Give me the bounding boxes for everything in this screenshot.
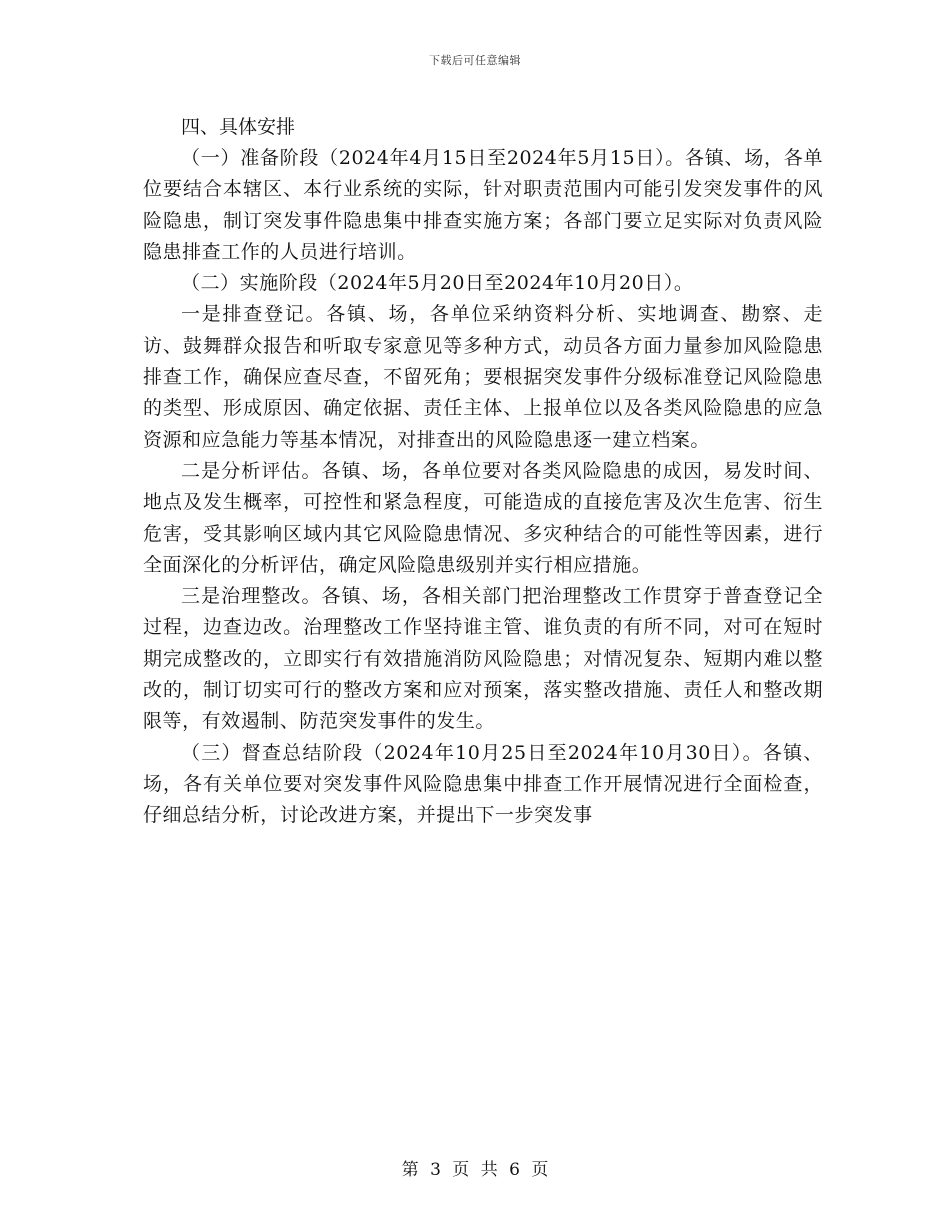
section-title: 四、具体安排 bbox=[181, 116, 296, 138]
paragraph-summary-stage: （三）督查总结阶段（2024年10月25日至2024年10月30日）。各镇、场，各有关单位要对突发事件风险隐患集中排查工作开展情况进行全面检查，仔细总结分析，讨论改进方案，并提出下一步突发事 bbox=[143, 741, 823, 827]
document-body bbox=[143, 112, 823, 832]
paragraph-implementation-stage: （二）实施阶段（2024年5月20日至2024年10月20日）。 bbox=[181, 272, 694, 295]
paragraph-rectification: 三是治理整改。各镇、场，各相关部门把治理整改工作贯穿于普查登记全过程，边查边改。治理整改工作坚持谁主管、谁负责的有所不同，对可在短时期完成整改的，立即实行有效措施消防风险隐患；对情况复杂、短期内难以整改的，制订切实可行的整改方案和应对预案，落实整改措施、责任人和整改期限等，有效遏制、防范突发事件的发生。 bbox=[143, 585, 823, 733]
paragraph-preparation-stage: （一）准备阶段（2024年4月15日至2024年5月15日）。各镇、场，各单位要结合本辖区、本行业系统的实际，针对职责范围内可能引发突发事件的风险隐患，制订突发事件隐患集中排查实施方案；各部门要立足实际对负责风险隐患排查工作的人员进行培训。 bbox=[143, 147, 823, 263]
page-header-note: 下载后可任意编辑 bbox=[429, 54, 521, 67]
paragraph-registration: 一是排查登记。各镇、场，各单位采纳资料分析、实地调查、勘察、走访、鼓舞群众报告和听取专家意见等多种方式，动员各方面力量参加风险隐患排查工作，确保应查尽查，不留死角；要根据突发事件分级标准登记风险隐患的类型、形成原因、确定依据、责任主体、上报单位以及各类风险隐患的应急资源和应急能力等基本情况，对排查出的风险隐患逐一建立档案。 bbox=[143, 303, 823, 451]
page-number: 第 3 页 共 6 页 bbox=[401, 1160, 549, 1180]
paragraph-assessment: 二是分析评估。各镇、场，各单位要对各类风险隐患的成因，易发时间、地点及发生概率，可控性和紧急程度，可能造成的直接危害及次生危害、衍生危害，受其影响区域内其它风险隐患情况、多灾种结合的可能性等因素，进行全面深化的分析评估，确定风险隐患级别并实行相应措施。 bbox=[143, 459, 823, 576]
